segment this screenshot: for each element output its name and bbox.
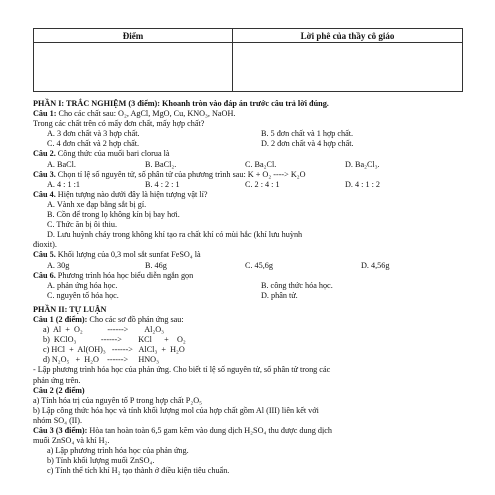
answer-option[interactable]: D. Lưu huỳnh cháy trong không khí tạo ra chất khí có mùi hắc (khí lưu huỳnh — [47, 230, 303, 240]
answer-option[interactable]: B. công thức hóa học. — [261, 280, 333, 290]
question-label: Câu 2. — [33, 149, 56, 159]
answer-option[interactable]: D. Ba₂Cl₃. — [345, 159, 380, 169]
answer-option[interactable]: C. 4 đơn chất và 2 hợp chất. — [47, 139, 140, 149]
question-text: Hiện tượng nào dưới đây là hiện tượng vật lí? — [57, 189, 208, 199]
answer-option[interactable]: D. 2 đơn chất và 4 hợp chất. — [261, 139, 354, 149]
question-6 — [33, 271, 473, 281]
question-text: Chọn tỉ lệ số nguyên tử, số phân tử của phương trình sau: K + O₂ ----> K₂O — [57, 169, 306, 179]
question-text: b) Lập công thức hóa học và tính khối lượng mol của hợp chất gồm Al (III) liên kết với — [33, 405, 319, 415]
answer-option[interactable]: A. BaCl. — [47, 159, 76, 169]
answer-row — [33, 261, 473, 271]
reaction-scheme: c) HCl + Al(OH)₃ ------> AlCl₃ + H₂O — [43, 345, 185, 355]
question-label: Câu 3 (3 điểm): — [33, 426, 88, 435]
question-5 — [33, 250, 473, 260]
answer-row — [33, 291, 473, 301]
answer-option[interactable]: C. Ba₂Cl. — [245, 159, 277, 169]
part2-title: PHẦN II: TỰ LUẬN — [33, 304, 107, 314]
answer-option[interactable]: C. Thức ăn bị ôi thiu. — [47, 220, 118, 230]
question-text: a) Lập phương trình hóa học của phản ứng. — [47, 446, 189, 456]
answer-option[interactable]: D. 4 : 1 : 2 — [345, 179, 381, 189]
question-label: Câu 6. — [33, 270, 56, 280]
reaction-scheme: a) Al + O₂ ------> Al₂O₃ — [43, 325, 165, 335]
question-label: Câu 4. — [33, 189, 56, 199]
question-2 — [33, 149, 473, 159]
essay-question-1 — [33, 315, 473, 325]
question-text: muối ZnSO₄ và khí H₂. — [33, 436, 110, 446]
question-text: Trong các chất trên có mấy đơn chất, mấy hợp chất? — [33, 119, 205, 129]
answer-option[interactable]: B. 4 : 2 : 1 — [145, 179, 180, 189]
question-text: Cho các sơ đồ phản ứng sau: — [89, 314, 184, 324]
question-1 — [33, 109, 473, 119]
question-text: a) Tính hóa trị của nguyên tố P trong hợp chất P₂O₅ — [33, 395, 202, 405]
question-label: Câu 1: — [33, 109, 57, 119]
answer-option[interactable]: C. 45,6g — [245, 260, 273, 270]
answer-row — [33, 160, 473, 170]
answer-option[interactable]: C. 2 : 4 : 1 — [245, 179, 280, 189]
answer-option[interactable]: A. 4 : 1 :1 — [47, 179, 80, 189]
question-text: Hòa tan hoàn toàn 6,5 gam kẽm vào dung dịch H₂SO₄ thu được dung dịch — [89, 426, 332, 435]
answer-option[interactable]: B. BaCl₂. — [145, 159, 177, 169]
teacher-comment-cell[interactable] — [233, 43, 463, 92]
answer-option[interactable]: B. 5 đơn chất và 1 hợp chất. — [261, 129, 354, 139]
score-cell[interactable] — [34, 43, 233, 92]
part1-title: PHẦN I: TRẮC NGHIỆM (3 điểm): Khoanh tròn vào đáp án trước câu trả lời đúng. — [33, 99, 329, 108]
question-4 — [33, 190, 473, 200]
question-text: b) Tính khối lượng muối ZnSO₄. — [47, 456, 155, 466]
answer-option[interactable]: A. 30g — [47, 260, 70, 270]
answer-option[interactable]: A. phản ứng hóa học. — [47, 280, 118, 290]
answer-row — [33, 180, 473, 190]
teacher-comment-header: Lời phê của thầy cô giáo — [233, 29, 463, 43]
answer-option[interactable]: B. 46g — [145, 260, 167, 270]
question-text: c) Tính thể tích khí H₂ tạo thành ở điều kiện tiêu chuẩn. — [47, 466, 230, 476]
answer-option[interactable]: B. Cồn để trong lọ không kín bị bay hơi. — [47, 210, 180, 220]
answer-option[interactable]: A. Vành xe đạp bằng sắt bị gỉ. — [47, 199, 147, 209]
score-header: Điểm — [34, 29, 233, 43]
reaction-scheme: b) KClO₃ ------> KCl + O₂ — [43, 335, 186, 345]
answer-option[interactable]: D. phân tử. — [261, 290, 298, 300]
answer-option[interactable]: A. 3 đơn chất và 3 hợp chất. — [47, 129, 140, 139]
question-label: Câu 5. — [33, 250, 56, 260]
essay-question-3 — [33, 426, 473, 436]
score-table — [33, 28, 463, 92]
question-label: Câu 1 (2 điểm): — [33, 314, 88, 324]
answer-option[interactable]: D. 4,56g — [361, 260, 390, 270]
answer-option-continued: đioxit). — [33, 240, 57, 250]
question-3 — [33, 170, 473, 180]
question-text: Công thức của muối bari clorua là — [57, 149, 170, 159]
exam-content — [33, 99, 473, 476]
answer-option[interactable]: C. nguyên tố hóa học. — [47, 290, 119, 300]
answer-row — [33, 139, 473, 149]
question-text: Cho các chất sau: O₂, AgCl, MgO, Cu, KNO₃, NaOH. — [58, 109, 236, 119]
answer-row — [33, 129, 473, 139]
question-text: phản ứng trên. — [33, 375, 81, 385]
question-text: nhóm SO₄ (II). — [33, 415, 83, 425]
question-text: - Lập phương trình hóa học của phản ứng. Cho biết tỉ lệ số nguyên tử, số phân tử trong các — [33, 365, 331, 375]
question-text: Khối lượng của 0,3 mol sắt sunfat FeSO₄ là — [57, 250, 201, 260]
essay-question-2: Câu 2 (2 điểm) — [33, 385, 85, 395]
question-label: Câu 3. — [33, 169, 56, 179]
answer-row — [33, 281, 473, 291]
reaction-scheme: d) N₂O₅ + H₂O ------> HNO₃ — [43, 355, 159, 365]
question-text: Phương trình hóa học biểu diễn ngắn gọn — [57, 270, 194, 280]
